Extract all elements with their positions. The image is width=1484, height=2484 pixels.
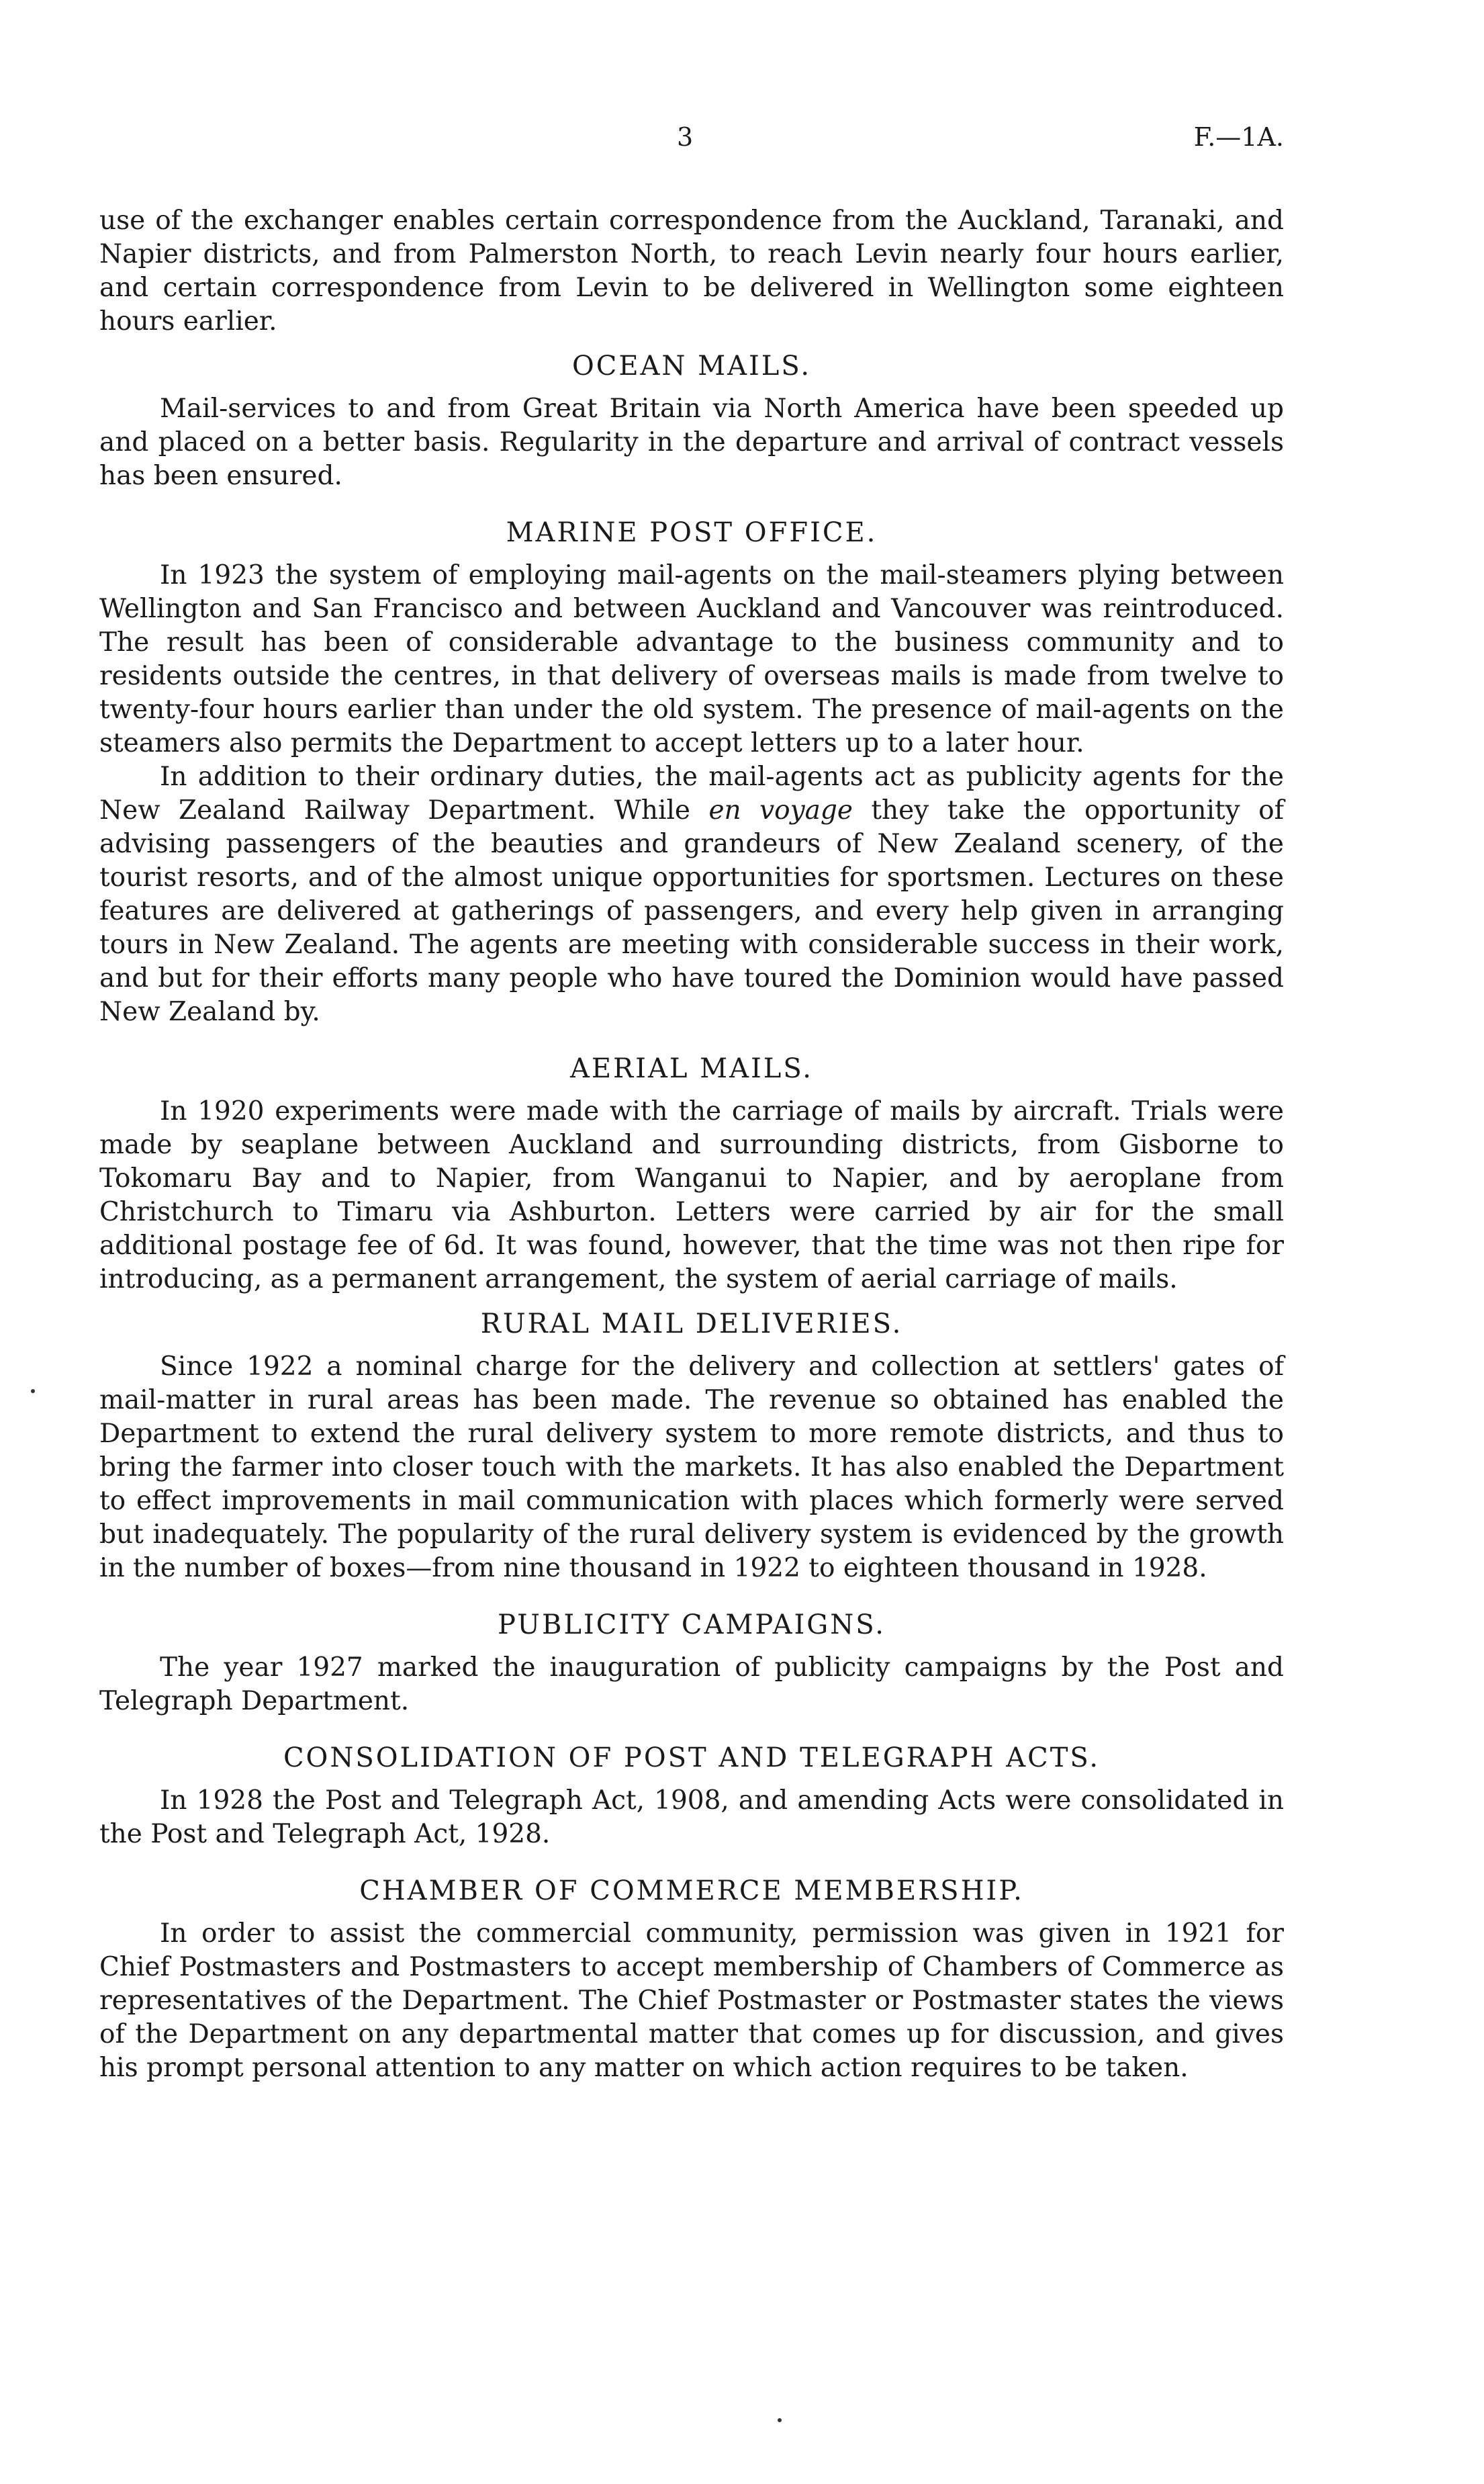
ocean-mails-heading: OCEAN MAILS. [571, 351, 812, 382]
aerial-mails-paragraph: In 1920 experiments were made with the carriage of mails by aircraft. Trials were made by seaplane between Auckland and surrounding districts, from Gisborne to Tokomaru Bay and to Napier, from Wanganui to Napier, and by aeroplane from Christchurch to Timaru via Ashburton. Letters were carried by air for the small additional postage fee of 6d. It was found, however, that the time was not then ripe for introducing, as a permanent arrangement, the system of aerial carriage of mails. [99, 1096, 1284, 1294]
publicity-paragraph: The year 1927 marked the inauguration of publicity campaigns by the Post and Telegraph Department. [99, 1652, 1284, 1716]
marine-post-office-paragraph-1: In 1923 the system of employing mail-agents on the mail-steamers plying between Wellington and San Francisco and between Auckland and Vancouver was reintroduced. The result has been of considerable advantage to the business community and to residents outside the centres, in that delivery of overseas mails is made from twelve to twenty-four hours earlier than under the old system. The presence of mail-agents on the steamers also permits the Department to accept letters up to a later hour. [99, 560, 1284, 758]
document-reference: F.—1A. [1193, 122, 1284, 152]
publicity-heading: PUBLICITY CAMPAIGNS. [498, 1609, 886, 1640]
italic-phrase: en voyage [708, 795, 853, 826]
paragraph-text: In addition to their ordinary duties, the mail-agents act as publicity agents for the New Zealand Railway Department. While [99, 762, 1284, 826]
document-body [99, 204, 1284, 2085]
rural-mail-paragraph: Since 1922 a nominal charge for the delivery and collection at settlers' gates of mail-matter in rural areas has been made. The revenue so obtained has enabled the Department to extend the rural delivery system to more remote districts, and thus to bring the farmer into closer touch with the markets. It has also enabled the Department to effect improvements in mail communication with places which formerly were served but inadequately. The popularity of the rural delivery system is evidenced by the growth in the number of boxes—from nine thousand in 1922 to eighteen thousand in 1928. [99, 1351, 1284, 1583]
scan-speck-mark [778, 2418, 782, 2422]
consolidation-heading: CONSOLIDATION OF POST AND TELEGRAPH ACTS. [283, 1742, 1101, 1773]
marine-post-office-heading: MARINE POST OFFICE. [506, 517, 878, 548]
consolidation-paragraph: In 1928 the Post and Telegraph Act, 1908, and amending Acts were consolidated in the Post and Telegraph Act, 1928. [99, 1785, 1284, 1849]
paragraph-text: they take the opportunity of advising passengers of the beauties and grandeurs of New Zealand scenery, of the tourist resorts, and of the almost unique opportunities for sportsmen. Lectures on these features are delivered at gatherings of passengers, and every help given in arranging tours in New Zealand. The agents are meeting with considerable success in their work, and but for their efforts many people who have toured the Dominion would have passed New Zealand by. [99, 795, 1284, 1027]
page-header [99, 122, 1284, 163]
marine-post-office-paragraph-2 [99, 760, 1284, 1029]
ocean-mails-paragraph: Mail-services to and from Great Britain via North America have been speeded up and placed on a better basis. Regularity in the departure and arrival of contract vessels has been ensured. [99, 394, 1284, 491]
scan-speck-mark [31, 1389, 35, 1393]
intro-paragraph: use of the exchanger enables certain correspondence from the Auckland, Taranaki, and Napier districts, and from Palmerston North, to reach Levin nearly four hours earlier, and certain correspondence from Levin to be delivered in Wellington some eighteen hours earlier. [99, 206, 1284, 337]
aerial-mails-heading: AERIAL MAILS. [569, 1053, 814, 1084]
chamber-paragraph: In order to assist the commercial community, permission was given in 1921 for Chief Postmasters and Postmasters to accept membership of Chambers of Commerce as representatives of the Department. The Chief Postmaster or Postmaster states the views of the Department on any departmental matter that comes up for discussion, and gives his prompt personal attention to any matter on which action requires to be taken. [99, 1918, 1284, 2083]
page-number: 3 [677, 122, 694, 152]
rural-mail-heading: RURAL MAIL DELIVERIES. [480, 1308, 903, 1339]
chamber-heading: CHAMBER OF COMMERCE MEMBERSHIP. [359, 1875, 1024, 1906]
